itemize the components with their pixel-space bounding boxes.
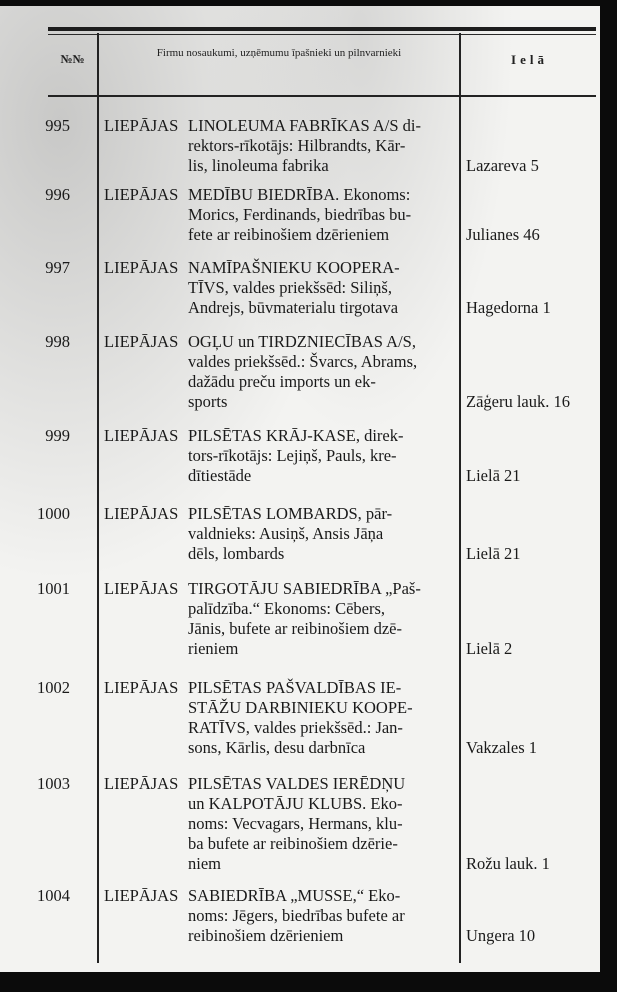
entry-number: 998 (45, 332, 70, 351)
entry-city: LIEPĀJAS (104, 185, 179, 204)
entry-number: 1002 (37, 678, 70, 697)
entry-number: 1003 (37, 774, 70, 793)
entry-city: LIEPĀJAS (104, 504, 179, 523)
table-row (0, 258, 600, 318)
entry-street: Lazareva 5 (466, 156, 539, 175)
entry-city: LIEPĀJAS (104, 426, 179, 445)
table-row (0, 886, 600, 946)
table-row (0, 504, 600, 564)
table-row (0, 116, 600, 176)
entry-street: Hagedorna 1 (466, 298, 551, 317)
table-row (0, 426, 600, 486)
table-row (0, 678, 600, 758)
entry-description: NAMĪPAŠNIEKU KOOPERA- TĪVS, valdes priekšsēd: Siliņš, Andrejs, būvmaterialu tirgotava (188, 258, 400, 317)
entry-number: 997 (45, 258, 70, 277)
entry-number: 1001 (37, 579, 70, 598)
entry-description: OGĻU un TIRDZNIECĪBAS A/S, valdes priekšsēd.: Švarcs, Abrams, dažādu preču imports un ek- sports (188, 332, 418, 411)
entry-description: PILSĒTAS VALDES IERĒDŅU un KALPOTĀJU KLUBS. Eko- noms: Vecvagars, Hermans, klu- ba bufete ar reibinošiem dzērie- niem (188, 774, 406, 873)
table-row (0, 579, 600, 659)
entry-street: Julianes 46 (466, 225, 540, 244)
header-number: №№ (60, 52, 85, 66)
entry-description: PILSĒTAS KRĀJ-KASE, direk- tors-rīkotājs: Lejiņš, Pauls, kre- dītiestāde (188, 426, 404, 485)
entry-street: Rožu lauk. 1 (466, 854, 550, 873)
entry-description: PILSĒTAS PAŠVALDĪBAS IE- STĀŽU DARBINIEKU KOOPE- RATĪVS, valdes priekšsēd.: Jan- sons, Kārlis, desu darbnīca (188, 678, 413, 757)
entry-city: LIEPĀJAS (104, 332, 179, 351)
entry-description: TIRGOTĀJU SABIEDRĪBA „Paš- palīdzība.“ Ekonoms: Cēbers, Jānis, bufete ar reibinošiem dzē- rieniem (188, 579, 421, 658)
entry-description: LINOLEUMA FABRĪKAS A/S di- rektors-rīkotājs: Hilbrandts, Kār- lis, linoleuma fabrika (188, 116, 422, 175)
table-row (0, 332, 600, 412)
entry-city: LIEPĀJAS (104, 678, 179, 697)
entry-city: LIEPĀJAS (104, 579, 179, 598)
entry-number: 1000 (37, 504, 70, 523)
entry-number: 995 (45, 116, 70, 135)
entry-street: Lielā 21 (466, 466, 521, 485)
entry-street: Zāģeru lauk. 16 (466, 392, 571, 411)
entry-city: LIEPĀJAS (104, 774, 179, 793)
entry-city: LIEPĀJAS (104, 258, 179, 277)
header-street: Ielā (511, 52, 548, 67)
entry-city: LIEPĀJAS (104, 886, 179, 905)
table-row (0, 185, 600, 245)
table-row (0, 774, 600, 874)
entry-description: PILSĒTAS LOMBARDS, pār- valdnieks: Ausiņš, Ansis Jāņa dēls, lombards (188, 504, 393, 563)
top-double-rule (48, 27, 596, 31)
header-firm: Firmu nosaukumi, uzņēmumu īpašnieki un pilnvarnieki (156, 47, 402, 59)
entry-number: 999 (45, 426, 70, 445)
header-bottom-rule (48, 95, 596, 97)
scan-edge-bottom (0, 972, 617, 992)
entry-number: 1004 (37, 886, 70, 905)
entry-city: LIEPĀJAS (104, 116, 179, 135)
scanned-page (0, 6, 600, 972)
entry-street: Ungera 10 (466, 926, 536, 945)
entry-description: SABIEDRĪBA „MUSSE,“ Eko- noms: Jēgers, biedrības bufete ar reibinošiem dzērieniem (188, 886, 405, 945)
entry-street: Lielā 2 (466, 639, 513, 658)
entry-street: Lielā 21 (466, 544, 521, 563)
entry-number: 996 (45, 185, 70, 204)
entry-street: Vakzales 1 (466, 738, 538, 757)
entry-description: MEDĪBU BIEDRĪBA. Ekonoms: Morics, Ferdinands, biedrības bu- fete ar reibinošiem dzērieniem (188, 185, 412, 244)
top-thin-rule (48, 34, 596, 35)
scan-edge-right (600, 0, 617, 992)
